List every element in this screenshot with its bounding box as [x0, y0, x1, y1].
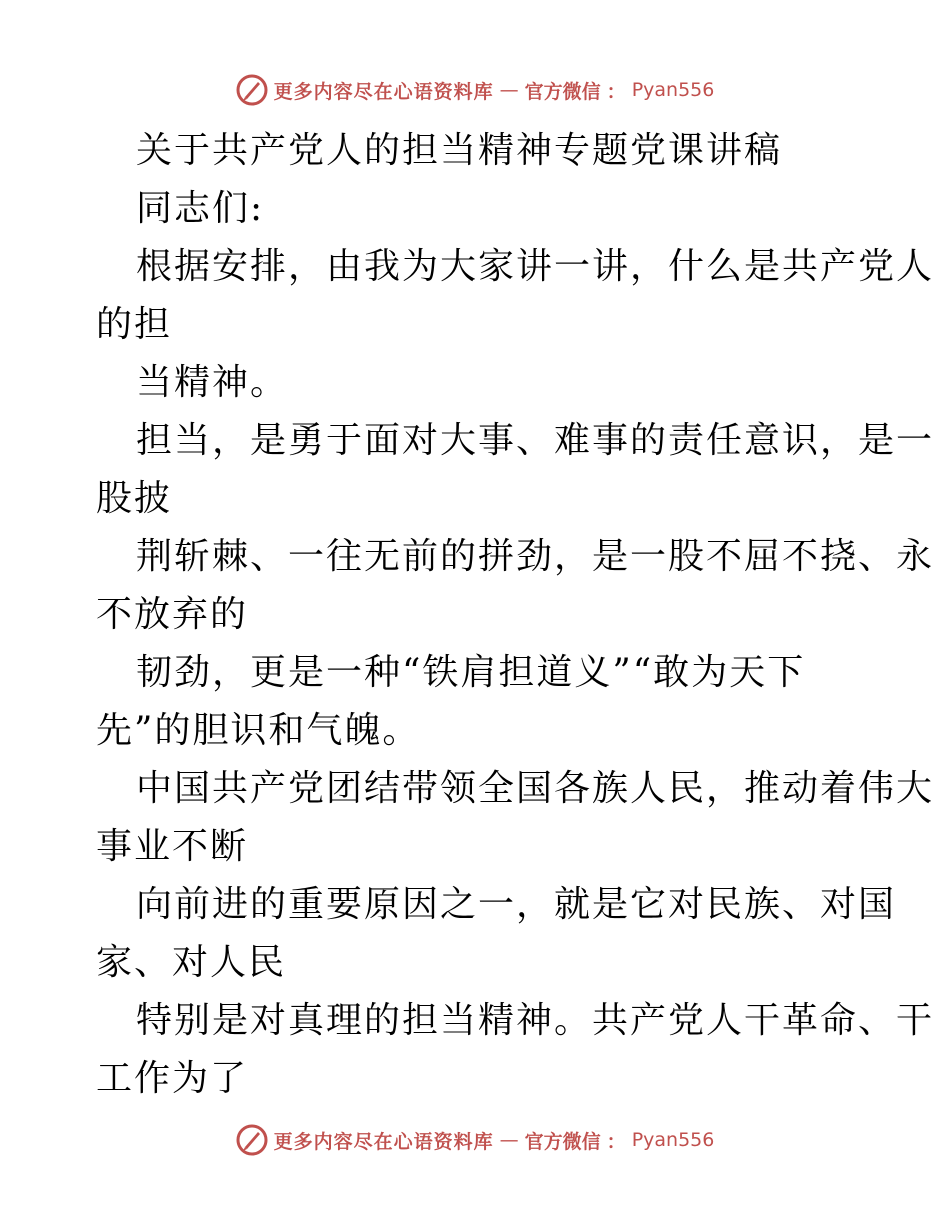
- text-line: 事业不断: [96, 826, 249, 867]
- watermark-separator: —: [499, 79, 519, 101]
- text-line: 的担: [96, 304, 173, 345]
- text-line: 股披: [96, 478, 173, 519]
- watermark-colon: ：: [606, 1130, 626, 1153]
- feather-pen-logo-icon: [236, 74, 268, 106]
- text-line: 荆斩棘、一往无前的拼劲，是一股不屈不挠、永: [136, 536, 935, 577]
- salutation: 同志们:: [136, 188, 265, 229]
- text-line: 先”的胆识和气魄。: [96, 710, 421, 751]
- text-line: 特别是对真理的担当精神。共产党人干革命、干: [136, 1000, 935, 1041]
- feather-pen-logo-icon: [236, 1124, 268, 1156]
- text-line: 中国共产党团结带领全国各族人民，推动着伟大: [136, 768, 935, 809]
- text-line: 向前进的重要原因之一，就是它对民族、对国: [136, 884, 897, 925]
- watermark-brand: 更多内容尽在心语资料库: [273, 80, 494, 103]
- watermark-colon: ：: [606, 80, 626, 103]
- document-body: [96, 122, 935, 1108]
- text-line: 不放弃的: [96, 594, 249, 635]
- text-line: 根据安排，由我为大家讲一讲，什么是共产党人: [136, 246, 935, 287]
- watermark-contact-label: 官方微信: [524, 1130, 601, 1153]
- text-line: 家、对人民: [96, 942, 287, 983]
- text-line: 韧劲，更是一种“铁肩担道义”“敢为天下: [136, 652, 806, 693]
- footer-watermark: [0, 1120, 950, 1160]
- watermark-separator: —: [499, 1129, 519, 1151]
- document-title: 关于共产党人的担当精神专题党课讲稿: [136, 130, 783, 171]
- watermark-contact-label: 官方微信: [524, 80, 601, 103]
- watermark-brand: 更多内容尽在心语资料库: [273, 1130, 494, 1153]
- text-line: 工作为了: [96, 1058, 249, 1099]
- watermark-wechat-id: Pyan556: [631, 79, 715, 101]
- header-watermark: [0, 70, 950, 110]
- watermark-wechat-id: Pyan556: [631, 1129, 715, 1151]
- text-line: 担当，是勇于面对大事、难事的责任意识，是一: [136, 420, 935, 461]
- text-line: 当精神。: [136, 362, 289, 403]
